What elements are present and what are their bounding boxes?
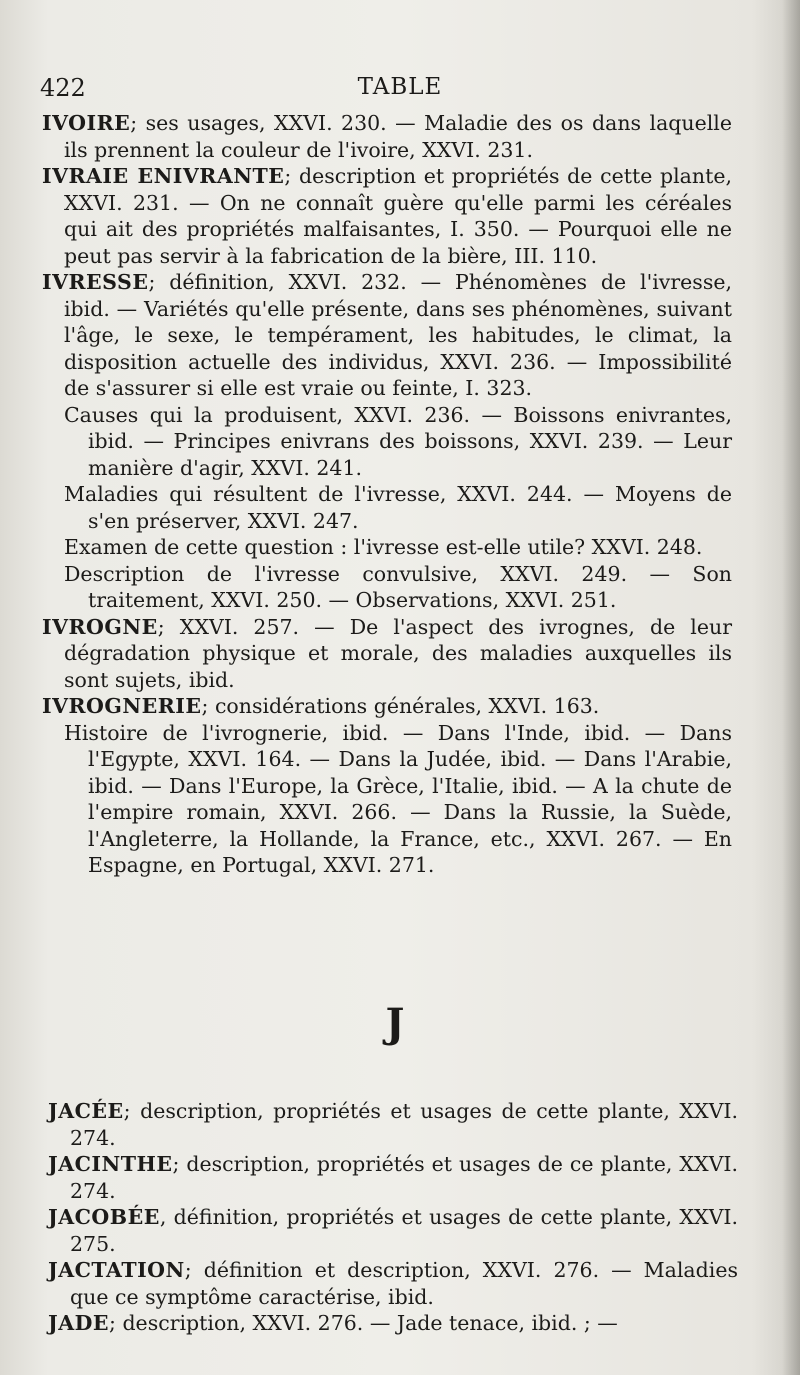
index-entry: [48, 1257, 738, 1310]
entry-headword: JACINTHE: [48, 1152, 173, 1176]
entry-headword: IVRESSE: [42, 270, 149, 294]
entry-headword: IVROGNERIE: [42, 694, 202, 718]
index-subentry: Maladies qui résultent de l'ivresse, XXVI. 244. — Moyens de s'en préserver, XXVI. 247.: [64, 482, 732, 533]
entry-headword: IVOIRE: [42, 111, 131, 135]
index-entry: [42, 163, 732, 269]
index-entry: [48, 1151, 738, 1204]
index-entry: [48, 1310, 738, 1337]
entry-text: ; définition et description, XXVI. 276. — Maladies que ce symptôme caractérise, ibid.: [70, 1258, 738, 1309]
entry-text: ; description, XXVI. 276. — Jade tenace, ibid. ; —: [109, 1311, 618, 1335]
entry-headword: IVRAIE ENIVRANTE: [42, 164, 285, 188]
index-subentry: Histoire de l'ivrognerie, ibid. — Dans l'Inde, ibid. — Dans l'Egypte, XXVI. 164. — Dans la Judée, ibid. — Dans l'Arabie, ibid. — Dans l'Europe, la Grèce, l'Italie, ibid. — A la chute de l'empire romain, XXVI. 266. — Dans la Russie, la Suède, l'Angleterre, la Hollande, la France, etc., XXVI. 267. — En Espagne, en Portugal, XXVI. 271.: [64, 720, 732, 877]
index-column-i: [42, 110, 732, 879]
entry-text: ; description, propriétés et usages de ce plante, XXVI. 274.: [70, 1152, 738, 1203]
index-entry: [48, 1204, 738, 1257]
entry-text: ; considérations générales, XXVI. 163.: [201, 694, 600, 718]
index-subentry: Causes qui la produisent, XXVI. 236. — Boissons enivrantes, ibid. — Principes enivrans des boissons, XXVI. 239. — Leur manière d'agir, XXVI. 241.: [64, 402, 732, 480]
index-entry: [42, 269, 732, 402]
entry-headword: IVROGNE: [42, 614, 158, 639]
entry-headword: JACÉE: [48, 1099, 124, 1123]
page-header: [40, 74, 760, 108]
index-entry: [48, 1098, 738, 1151]
index-column-j: [48, 1098, 738, 1337]
index-subentry: Description de l'ivresse convulsive, XXVI. 249. — Son traitement, XXVI. 250. — Observations, XXVI. 251.: [64, 561, 732, 612]
entry-text: ; description et propriétés de cette plante, XXVI. 231. — On ne connaît guère qu'elle parmi les céréales qui ait des propriétés malfaisantes, I. 350. — Pourquoi elle ne peut pas servir à la fabrication de la bière, III. 110.: [64, 164, 732, 268]
entry-text: ; définition, XXVI. 232. — Phénomènes de l'ivresse, ibid. — Variétés qu'elle présente, dans ses phénomènes, suivant l'âge, le sexe, le tempérament, les habitudes, le climat, la disposition actuelle des individus, XXVI. 236. — Impossibilité de s'assurer si elle est vraie ou feinte, I. 323.: [64, 270, 732, 400]
section-letter: J: [385, 1000, 405, 1047]
entry-headword: JACTATION: [48, 1258, 185, 1282]
entry-text: ; description, propriétés et usages de cette plante, XXVI. 274.: [70, 1099, 738, 1150]
running-title: TABLE: [357, 74, 443, 100]
entry-headword: JACOBÉE: [48, 1205, 160, 1229]
index-entry: [42, 614, 732, 694]
index-entry: [42, 693, 732, 720]
index-entry: [42, 110, 732, 163]
entry-text: , définition, propriétés et usages de cette plante, XXVI. 275.: [70, 1205, 738, 1256]
entry-text: ; ses usages, XXVI. 230. — Maladie des os dans laquelle ils prennent la couleur de l'ivoire, XXVI. 231.: [64, 111, 732, 162]
entry-headword: JADE: [48, 1311, 110, 1335]
page-edge-shadow: [782, 0, 800, 1375]
index-subentry: Examen de cette question : l'ivresse est-elle utile? XXVI. 248.: [64, 535, 703, 559]
entry-text: ; XXVI. 257. — De l'aspect des ivrognes, de leur dégradation physique et morale, des maladies auxquelles ils sont sujets, ibid.: [64, 614, 732, 692]
page-number: 422: [40, 74, 86, 102]
